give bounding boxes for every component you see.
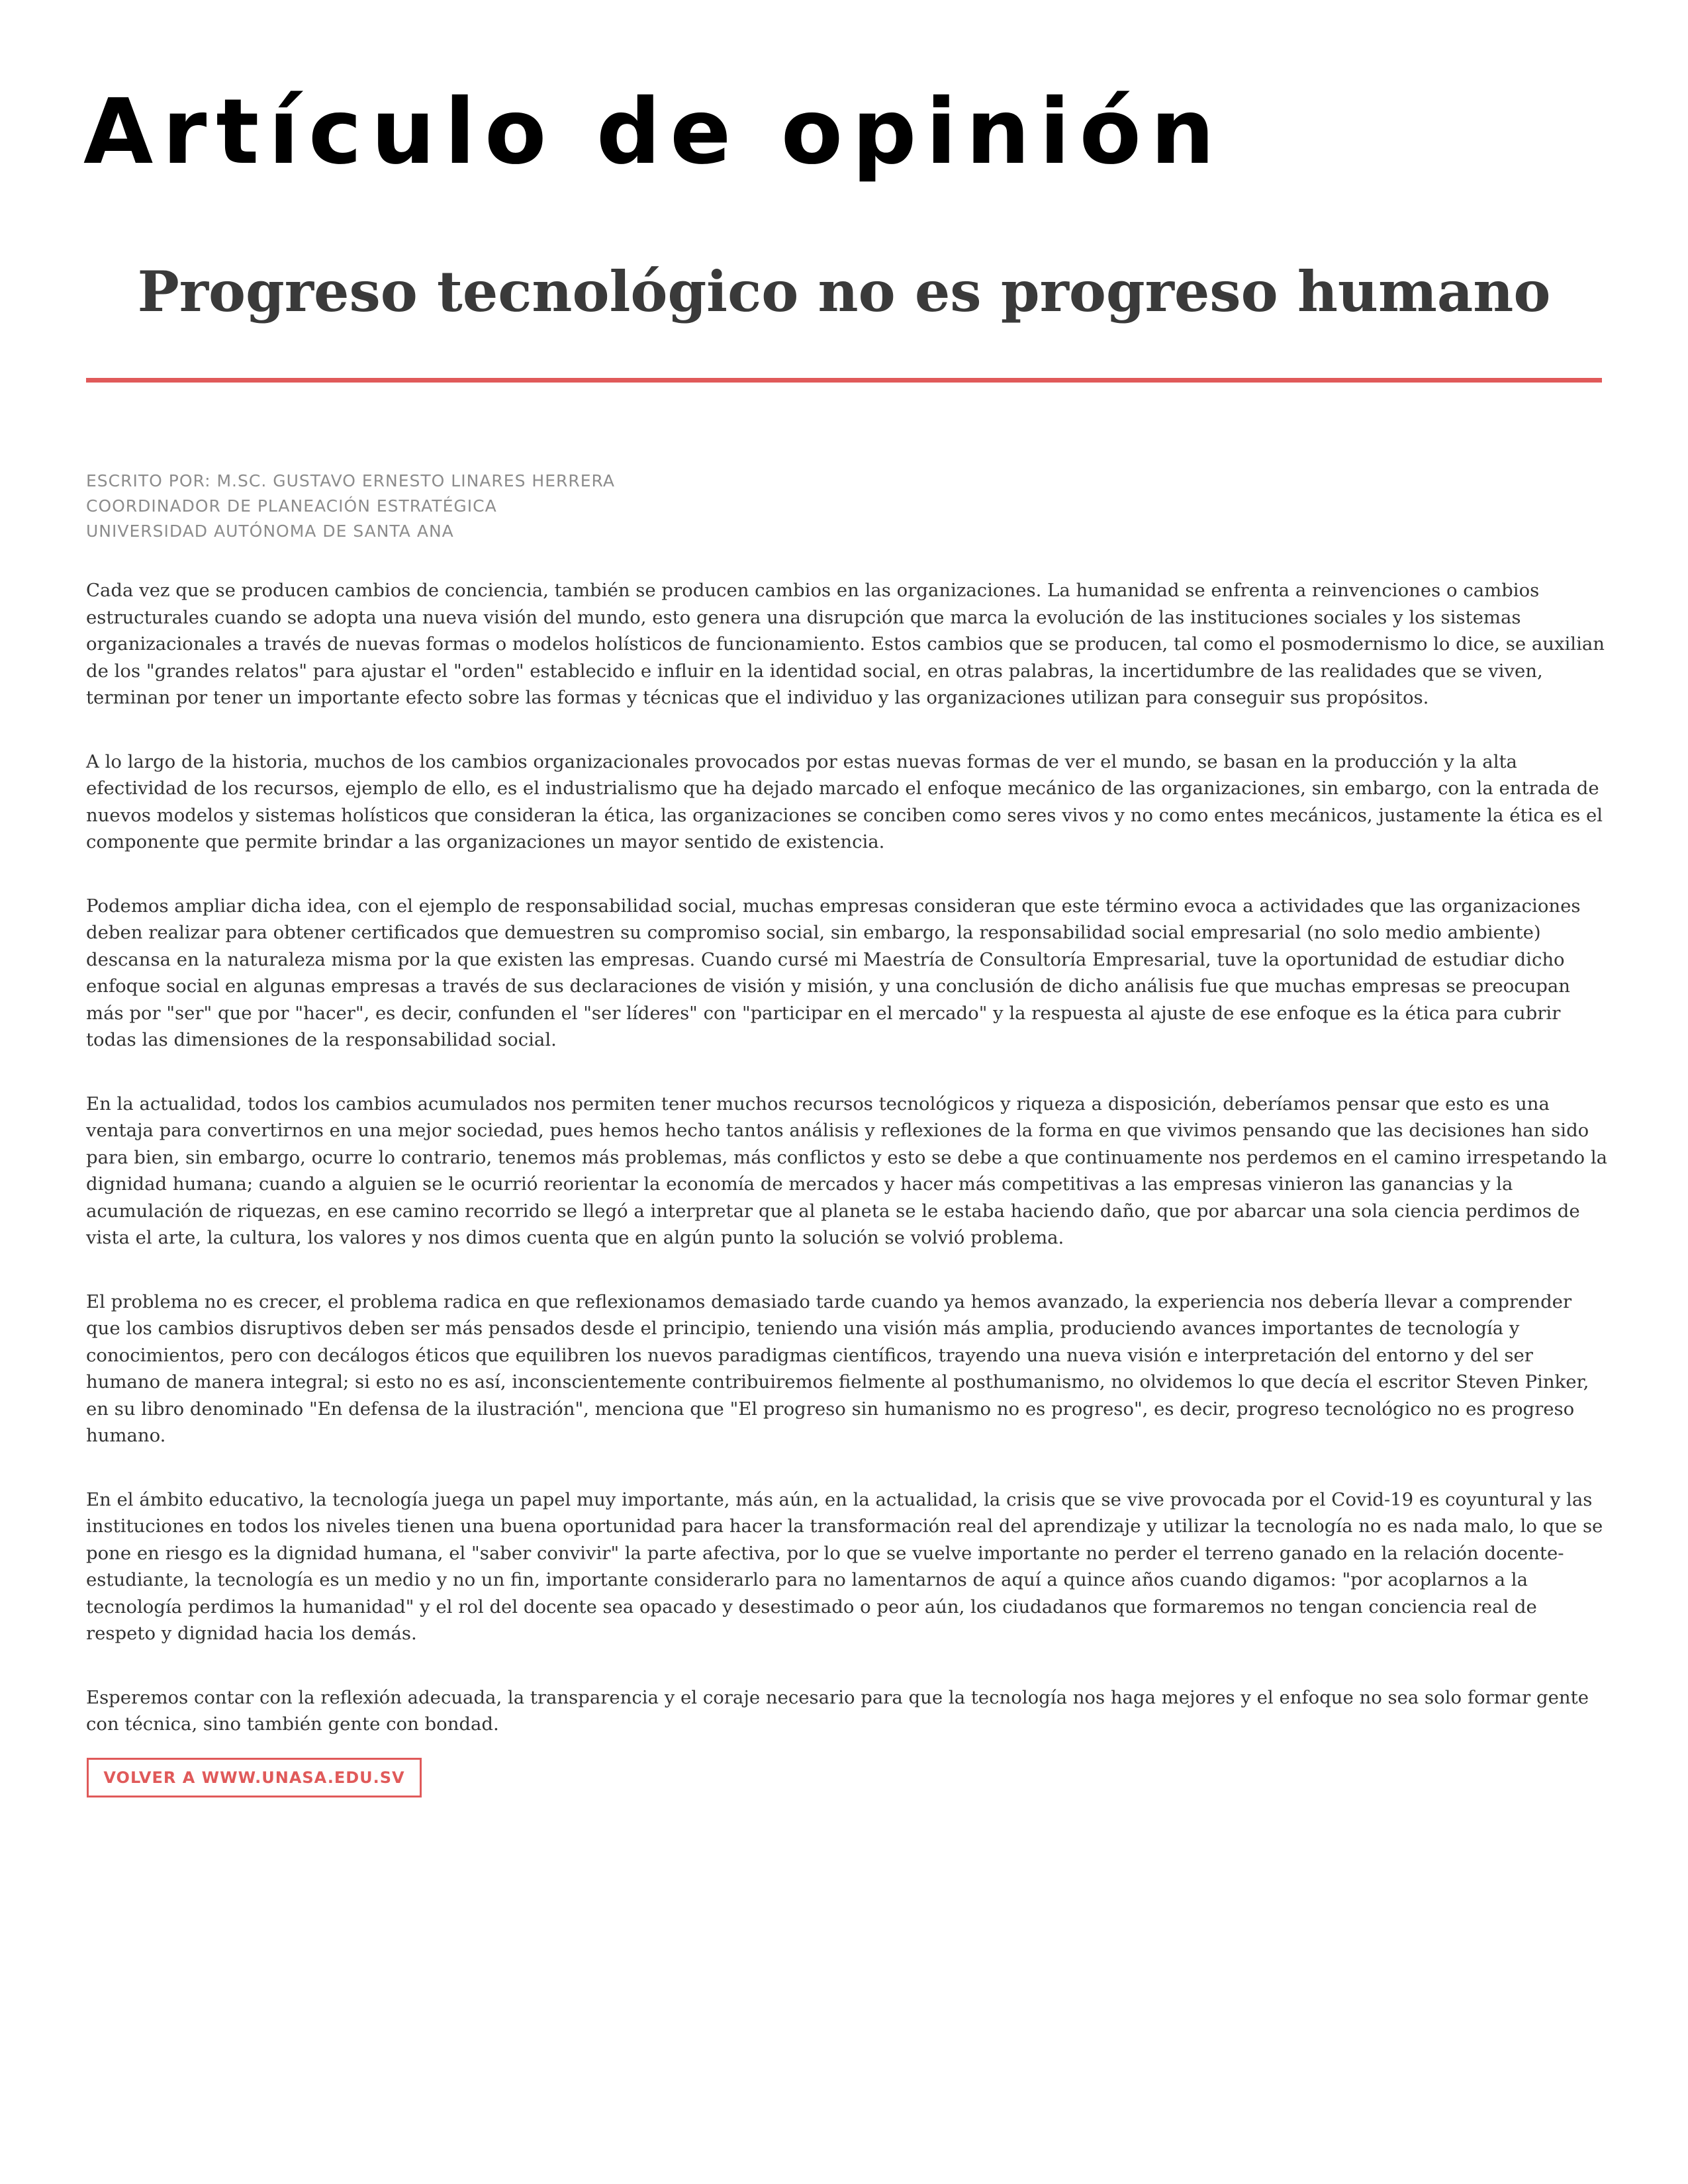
byline-author: ESCRITO POR: M.SC. GUSTAVO ERNESTO LINARES HERRERA — [86, 471, 615, 490]
byline-institution: UNIVERSIDAD AUTÓNOMA DE SANTA ANA — [86, 522, 454, 541]
back-to-site-button[interactable]: VOLVER A WWW.UNASA.EDU.SV — [87, 1758, 422, 1797]
article-body — [86, 577, 1609, 1775]
article-paragraph-4: En la actualidad, todos los cambios acumulados nos permiten tener muchos recursos tecnológicos y riqueza a disposición, deberíamos pensar que esto es una ventaja para convertirnos en una mejor sociedad, pues hemos hecho tantos análisis y reflexiones de la forma en que vivimos pensando que las decisiones han sido para bien, sin embargo, ocurre lo contrario, tenemos más problemas, más conflictos y esto se debe a que continuamente nos perdemos en el camino irrespetando la dignidad humana; cuando a alguien se le ocurrió reorientar la economía de mercados y hacer más competitivas a las empresas vinieron las ganancias y la acumulación de riquezas, en ese camino recorrido se llegó a interpretar que al planeta se le estaba haciendo daño, que por abarcar una sola ciencia perdimos de vista el arte, la cultura, los valores y nos dimos cuenta que en algún punto la solución se volvió problema. — [86, 1093, 1608, 1248]
article-paragraph-7: Esperemos contar con la reflexión adecuada, la transparencia y el coraje necesario para que la tecnología nos haga mejores y el enfoque no sea solo formar gente con técnica, sino también gente con bondad. — [86, 1686, 1589, 1735]
article-paragraph-2: A lo largo de la historia, muchos de los cambios organizacionales provocados por estas nuevas formas de ver el mundo, se basan en la producción y la alta efectividad de los recursos, ejemplo de ello, es el industrialismo que ha dejado marcado el enfoque mecánico de las organizaciones, sin embargo, con la entrada de nuevos modelos y sistemas holísticos que consideran la ética, las organizaciones se conciben como seres vivos y no como entes mecánicos, justamente la ética es el componente que permite brindar a las organizaciones un mayor sentido de existencia. — [86, 751, 1603, 852]
page-heading: Artículo de opinión — [83, 80, 1224, 185]
title-divider — [86, 378, 1602, 383]
article-paragraph-6: En el ámbito educativo, la tecnología juega un papel muy importante, más aún, en la actualidad, la crisis que se vive provocada por el Covid-19 es coyuntural y las instituciones en todos los niveles tienen una buena oportunidad para hacer la transformación real del aprendizaje y utilizar la tecnología no es nada malo, lo que se pone en riesgo es la dignidad humana, el "saber convivir" la parte afectiva, por lo que se vuelve importante no perder el terreno ganado en la relación docente-estudiante, la tecnología es un medio y no un fin, importante considerarlo para no lamentarnos de aquí a quince años cuando digamos: "por acoplarnos a la tecnología perdimos la humanidad" y el rol del docente sea opacado y desestimado o peor aún, los ciudadanos que formaremos no tengan conciencia real de respeto y dignidad hacia los demás. — [86, 1488, 1603, 1644]
article-paragraph-3: Podemos ampliar dicha idea, con el ejemplo de responsabilidad social, muchas empresas consideran que este término evoca a actividades que las organizaciones deben realizar para obtener certificados que demuestren su compromiso social, sin embargo, la responsabilidad social empresarial (no solo medio ambiente) descansa en la naturaleza misma por la que existen las empresas. Cuando cursé mi Maestría de Consultoría Empresarial, tuve la oportunidad de estudiar dicho enfoque social en algunas empresas a través de sus declaraciones de visión y misión, y una conclusión de dicho análisis fue que muchas empresas se preocupan más por "ser" que por "hacer", es decir, confunden el "ser líderes" con "participar en el mercado" y la respuesta al ajuste de ese enfoque es la ética para cubrir todas las dimensiones de la responsabilidad social. — [86, 895, 1581, 1050]
article-title: Progreso tecnológico no es progreso humano — [137, 259, 1551, 324]
article-paragraph-5: El problema no es crecer, el problema radica en que reflexionamos demasiado tarde cuando ya hemos avanzado, la experiencia nos debería llevar a comprender que los cambios disruptivos deben ser más pensados desde el principio, teniendo una visión más amplia, produciendo avances importantes de tecnología y conocimientos, pero con decálogos éticos que equilibren los nuevos paradigmas científicos, trayendo una nueva visión e interpretación del entorno y del ser humano de manera integral; si esto no es así, inconscientemente contribuiremos fielmente al posthumanismo, no olvidemos lo que decía el escritor Steven Pinker, en su libro denominado "En defensa de la ilustración", menciona que "El progreso sin humanismo no es progreso", es decir, progreso tecnológico no es progreso humano. — [86, 1291, 1589, 1446]
author-byline — [86, 469, 615, 544]
byline-role: COORDINADOR DE PLANEACIÓN ESTRATÉGICA — [86, 496, 497, 516]
article-paragraph-1: Cada vez que se producen cambios de conciencia, también se producen cambios en las organizaciones. La humanidad se enfrenta a reinvenciones o cambios estructurales cuando se adopta una nueva visión del mundo, esto genera una disrupción que marca la evolución de las instituciones sociales y los sistemas organizacionales a través de nuevas formas o modelos holísticos de funcionamiento. Estos cambios que se producen, tal como el posmodernismo lo dice, se auxilian de los "grandes relatos" para ajustar el "orden" establecido e influir en la identidad social, en otras palabras, la incertidumbre de las realidades que se viven, terminan por tener un importante efecto sobre las formas y técnicas que el individuo y las organizaciones utilizan para conseguir sus propósitos. — [86, 580, 1605, 708]
